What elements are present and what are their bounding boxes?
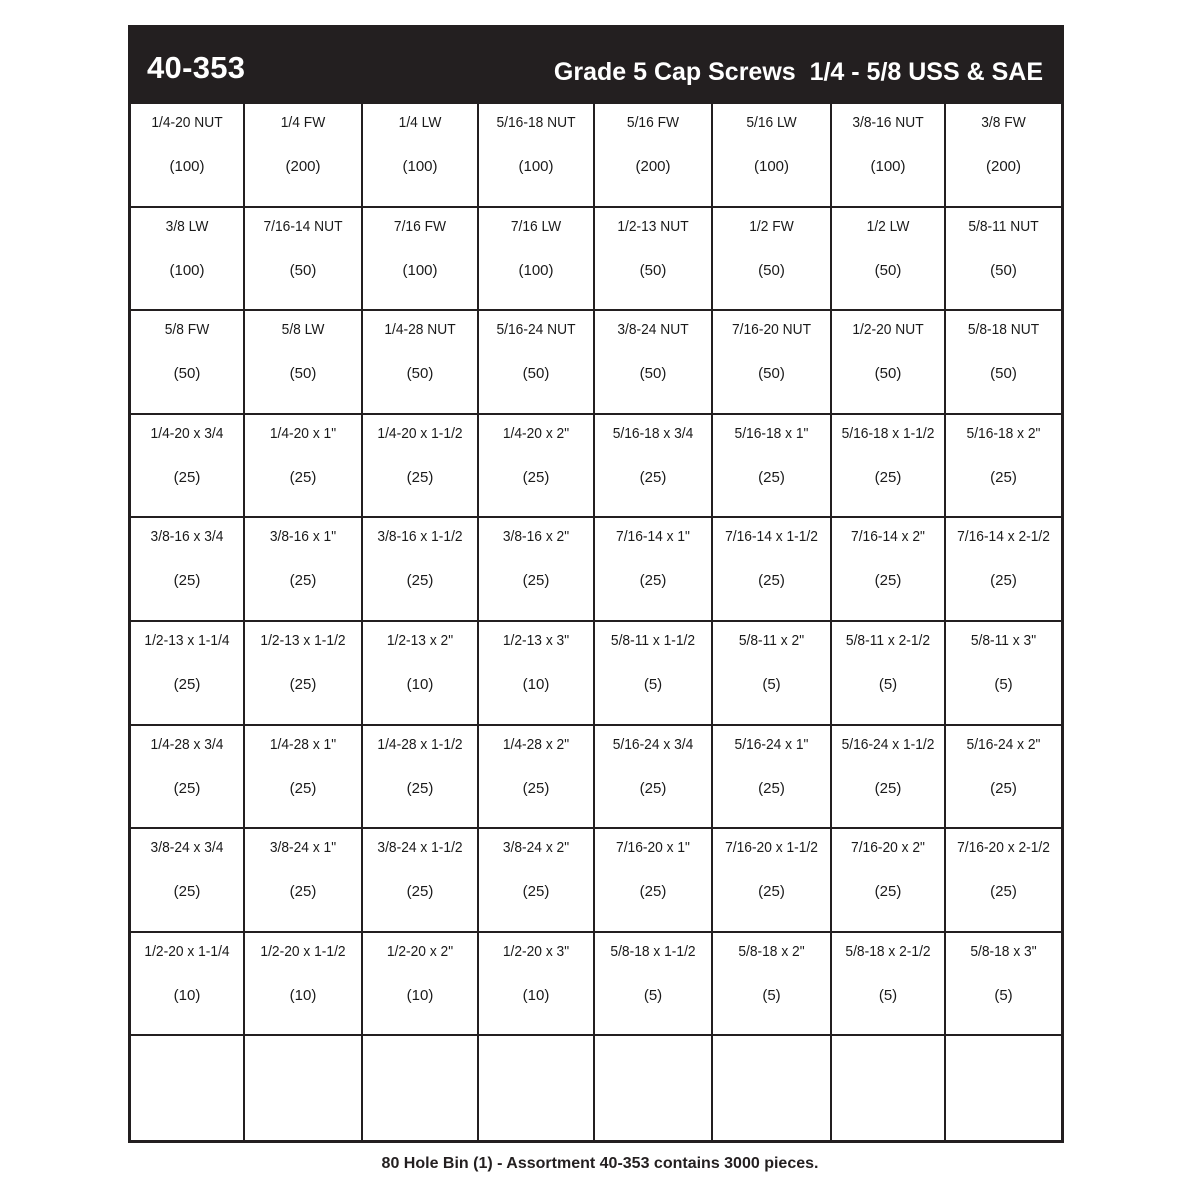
bin-label: 3/8-24 x 2" (502, 839, 570, 857)
bin-cell (713, 726, 832, 830)
bin-cell (245, 104, 363, 208)
bin-quantity: (200) (285, 158, 321, 175)
bin-quantity: (200) (635, 158, 671, 175)
bin-quantity: (25) (639, 468, 667, 486)
bin-quantity: (25) (173, 883, 201, 901)
bin-quantity: (25) (289, 779, 317, 797)
bin-cell (245, 1036, 363, 1140)
bin-quantity: (100) (518, 261, 554, 279)
bin-quantity: (50) (639, 365, 667, 383)
bin-quantity: (50) (289, 261, 317, 279)
bin-quantity: (25) (990, 779, 1017, 797)
bin-label: 1/4 LW (398, 114, 442, 131)
bin-label: 5/16-24 x 1" (734, 735, 809, 753)
bin-label: 5/8-11 NUT (968, 217, 1039, 235)
bin-quantity: (25) (289, 883, 317, 901)
bin-label: 7/16-20 x 1" (616, 839, 690, 857)
bin-label: 1/2-20 x 1-1/2 (260, 942, 346, 960)
bin-quantity: (10) (406, 675, 434, 693)
bin-label: 5/8-18 x 1-1/2 (610, 942, 696, 960)
bin-quantity: (25) (289, 675, 317, 693)
bin-cell (245, 933, 363, 1037)
bin-quantity: (25) (289, 468, 317, 486)
bin-label: 1/2-13 x 3" (502, 631, 570, 649)
bin-quantity: (25) (173, 779, 201, 797)
bin-quantity: (25) (758, 468, 785, 486)
bin-quantity: (25) (406, 883, 434, 901)
bin-quantity: (50) (990, 261, 1017, 279)
bin-label: 3/8-16 x 1-1/2 (377, 528, 463, 546)
bin-quantity: (25) (639, 883, 667, 901)
bin-quantity: (25) (289, 572, 317, 590)
bin-cell (832, 311, 946, 415)
bin-label: 7/16-14 NUT (263, 217, 343, 235)
bin-label: 1/2 FW (749, 217, 794, 235)
bin-quantity: (200) (985, 158, 1022, 175)
bin-quantity: (100) (870, 158, 906, 175)
bin-quantity: (25) (639, 779, 667, 797)
bin-cell (363, 829, 479, 933)
bin-label: 5/16-18 x 2" (966, 424, 1041, 442)
bin-label: 5/16-24 NUT (496, 321, 576, 339)
bin-quantity: (50) (522, 365, 550, 383)
bin-label: 5/8 LW (281, 321, 325, 339)
bin-label: 7/16 FW (393, 217, 447, 235)
bin-quantity: (5) (994, 986, 1013, 1004)
bin-cell (363, 311, 479, 415)
bin-quantity: (25) (990, 468, 1017, 486)
bin-label: 7/16-14 x 2" (851, 528, 925, 546)
bin-cell (713, 208, 832, 312)
bin-label: 5/16-18 NUT (496, 114, 576, 131)
bin-cell (479, 933, 595, 1037)
bin-cell (946, 933, 1061, 1037)
bin-label: 5/16-24 x 2" (966, 735, 1041, 753)
bin-cell (946, 622, 1061, 726)
bin-label: 5/8-18 x 2-1/2 (845, 942, 931, 960)
bin-quantity: (25) (639, 572, 667, 590)
bin-quantity: (25) (406, 779, 434, 797)
bin-cell (479, 415, 595, 519)
bin-quantity: (25) (522, 468, 550, 486)
bin-cell (595, 415, 713, 519)
bin-cell (245, 829, 363, 933)
bin-quantity: (25) (522, 883, 550, 901)
bin-cell (131, 208, 245, 312)
bin-cell (946, 311, 1061, 415)
bin-cell (131, 518, 245, 622)
bin-quantity: (25) (990, 572, 1017, 590)
bin-cell (713, 933, 832, 1037)
bin-label: 5/8-18 NUT (967, 321, 1040, 339)
bin-cell (479, 1036, 595, 1140)
bin-cell (363, 622, 479, 726)
bin-cell (479, 208, 595, 312)
bin-quantity: (5) (643, 675, 663, 693)
bin-quantity: (50) (758, 261, 785, 279)
bin-quantity: (100) (402, 261, 438, 279)
bin-label: 5/16-18 x 1-1/2 (841, 424, 935, 442)
bin-label: 1/4-20 x 2" (502, 424, 570, 442)
bin-cell (946, 415, 1061, 519)
bin-cell (832, 829, 946, 933)
bin-cell (479, 726, 595, 830)
bin-label: 1/2-13 x 2" (386, 631, 454, 649)
bin-cell (245, 311, 363, 415)
bin-label: 3/8-16 x 2" (502, 528, 570, 546)
bin-label: 3/8-16 x 3/4 (150, 528, 224, 546)
bin-cell (713, 518, 832, 622)
bin-quantity: (100) (169, 158, 205, 175)
bin-quantity: (10) (522, 675, 550, 693)
bin-cell (363, 415, 479, 519)
bin-label: 5/16-18 x 1" (734, 424, 809, 442)
bin-cell (479, 518, 595, 622)
bin-cell (595, 622, 713, 726)
bin-cell (479, 104, 595, 208)
bin-quantity: (25) (758, 779, 785, 797)
bin-label: 5/8 FW (164, 321, 210, 339)
footer-note: 80 Hole Bin (1) - Assortment 40-353 contains 3000 pieces. (381, 1155, 819, 1172)
bin-quantity: (5) (762, 986, 781, 1004)
bin-label: 1/4-20 x 3/4 (150, 424, 224, 442)
bin-label: 7/16-20 x 2" (851, 839, 925, 857)
bin-quantity: (50) (874, 365, 902, 383)
bin-label: 1/4 FW (280, 114, 326, 131)
bin-cell (131, 415, 245, 519)
bin-label: 7/16-20 x 2-1/2 (957, 839, 1050, 857)
bin-label: 1/4-28 x 1-1/2 (377, 735, 463, 753)
bin-quantity: (25) (406, 572, 434, 590)
bin-quantity: (25) (522, 572, 550, 590)
bin-quantity: (25) (874, 468, 902, 486)
bin-label: 1/4-28 x 3/4 (150, 735, 224, 753)
bin-quantity: (50) (990, 365, 1017, 383)
bin-quantity: (25) (990, 883, 1017, 901)
bin-quantity: (25) (758, 883, 785, 901)
bin-quantity: (25) (173, 572, 201, 590)
bin-quantity: (50) (406, 365, 434, 383)
bin-cell (363, 518, 479, 622)
bin-label: 1/2-20 x 1-1/4 (144, 942, 230, 960)
bin-label: 1/4-20 x 1" (269, 424, 337, 442)
bin-cell (479, 829, 595, 933)
bin-cell (479, 311, 595, 415)
bin-quantity: (10) (406, 986, 434, 1004)
bin-label: 1/4-28 x 1" (269, 735, 337, 753)
bin-label: 1/2-13 x 1-1/2 (260, 631, 346, 649)
bin-quantity: (25) (173, 468, 201, 486)
bin-label: 5/16 FW (626, 114, 680, 131)
bin-cell (832, 104, 946, 208)
bin-cell (946, 829, 1061, 933)
bin-cell (713, 1036, 832, 1140)
bin-cell (479, 622, 595, 726)
bin-quantity: (100) (518, 158, 554, 175)
bin-label: 1/4-28 x 2" (502, 735, 570, 753)
bin-label: 5/16-24 x 3/4 (612, 735, 694, 753)
bin-label: 3/8-16 x 1" (269, 528, 337, 546)
bin-label: 7/16-14 x 1" (616, 528, 690, 546)
bin-quantity: (100) (169, 261, 205, 279)
bin-quantity: (5) (878, 986, 898, 1004)
bin-cell (245, 622, 363, 726)
bin-cell (713, 622, 832, 726)
bin-cell (832, 933, 946, 1037)
bin-label: 1/2-20 x 3" (502, 942, 570, 960)
bin-label: 5/8-18 x 2" (738, 942, 805, 960)
bin-cell (713, 829, 832, 933)
bin-cell (245, 415, 363, 519)
bin-cell (946, 518, 1061, 622)
bin-label: 5/8-11 x 2-1/2 (845, 631, 931, 649)
bin-cell (131, 726, 245, 830)
bin-cell (131, 311, 245, 415)
bin-cell (713, 311, 832, 415)
bin-cell (131, 933, 245, 1037)
bin-quantity: (100) (402, 158, 438, 175)
bin-quantity: (25) (406, 468, 434, 486)
bin-cell (363, 726, 479, 830)
bin-label: 3/8-16 NUT (852, 114, 924, 131)
bin-cell (832, 1036, 946, 1140)
bin-label: 1/2-20 NUT (852, 321, 924, 339)
bin-label: 5/16-18 x 3/4 (612, 424, 694, 442)
bin-quantity: (5) (762, 675, 781, 693)
bin-cell (595, 726, 713, 830)
assortment-sheet (128, 25, 1064, 1143)
bin-quantity: (5) (878, 675, 898, 693)
bin-quantity: (25) (874, 883, 902, 901)
bin-label: 1/2-13 x 1-1/4 (144, 631, 230, 649)
bin-label: 3/8-24 x 1-1/2 (377, 839, 463, 857)
bin-quantity: (5) (643, 986, 663, 1004)
part-number: 40-353 (147, 50, 246, 85)
bin-cell (595, 933, 713, 1037)
bin-cell (363, 933, 479, 1037)
bin-cell (832, 622, 946, 726)
bin-cell (946, 1036, 1061, 1140)
bin-cell (595, 1036, 713, 1140)
bin-label: 7/16 LW (510, 217, 562, 235)
bin-label: 7/16-20 NUT (731, 321, 812, 339)
bin-label: 5/8-18 x 3" (970, 942, 1037, 960)
bin-label: 7/16-20 x 1-1/2 (725, 839, 818, 857)
bin-label: 1/4-20 NUT (151, 114, 223, 131)
bin-label: 5/8-11 x 2" (738, 631, 805, 649)
bin-label: 3/8 LW (165, 217, 209, 235)
bin-cell (832, 415, 946, 519)
bin-quantity: (50) (173, 365, 201, 383)
bin-label: 3/8 FW (981, 114, 1026, 131)
bin-cell (131, 104, 245, 208)
bin-cell (595, 208, 713, 312)
header-bar (131, 28, 1061, 104)
bin-quantity: (25) (758, 572, 785, 590)
bin-cell (131, 829, 245, 933)
bin-cell (946, 104, 1061, 208)
bin-quantity: (50) (758, 365, 785, 383)
bin-cell (363, 1036, 479, 1140)
bin-cell (713, 415, 832, 519)
sheet-title: Grade 5 Cap Screws 1/4 - 5/8 USS & SAE (553, 58, 1043, 86)
bin-cell (131, 1036, 245, 1140)
bin-cell (131, 622, 245, 726)
bin-cell (245, 208, 363, 312)
bin-label: 3/8-24 x 3/4 (150, 839, 224, 857)
bin-quantity: (25) (874, 779, 902, 797)
bin-quantity: (50) (639, 261, 667, 279)
bin-label: 7/16-14 x 2-1/2 (957, 528, 1050, 546)
bin-cell (713, 104, 832, 208)
bin-cell (363, 208, 479, 312)
bin-label: 5/8-11 x 1-1/2 (610, 631, 696, 649)
bin-cell (946, 208, 1061, 312)
bin-quantity: (25) (522, 779, 550, 797)
bin-label: 3/8-24 x 1" (269, 839, 337, 857)
bin-label: 7/16-14 x 1-1/2 (725, 528, 818, 546)
bin-cell (245, 518, 363, 622)
bin-label: 5/8-11 x 3" (970, 631, 1037, 649)
bin-quantity: (25) (173, 675, 201, 693)
bin-quantity: (50) (874, 261, 902, 279)
bin-label: 1/4-20 x 1-1/2 (377, 424, 463, 442)
bin-label: 1/2-20 x 2" (386, 942, 454, 960)
bin-quantity: (50) (289, 365, 317, 383)
bin-cell (832, 726, 946, 830)
bin-cell (595, 829, 713, 933)
bin-cell (363, 104, 479, 208)
bin-quantity: (10) (289, 986, 317, 1004)
bin-cell (595, 311, 713, 415)
bin-quantity: (10) (173, 986, 201, 1004)
bin-label: 1/2-13 NUT (617, 217, 689, 235)
bin-cell (595, 518, 713, 622)
bin-label: 5/16 LW (746, 114, 797, 131)
bin-quantity: (5) (994, 675, 1013, 693)
bin-quantity: (10) (522, 986, 550, 1004)
bin-quantity: (25) (874, 572, 902, 590)
bin-cell (245, 726, 363, 830)
bin-cell (832, 518, 946, 622)
bin-label: 1/4-28 NUT (384, 321, 456, 339)
bin-cell (832, 208, 946, 312)
bin-quantity: (100) (753, 158, 790, 175)
bin-grid (131, 104, 1061, 1140)
bin-label: 1/2 LW (866, 217, 910, 235)
bin-label: 5/16-24 x 1-1/2 (841, 735, 935, 753)
bin-label: 3/8-24 NUT (617, 321, 689, 339)
bin-cell (946, 726, 1061, 830)
bin-cell (595, 104, 713, 208)
